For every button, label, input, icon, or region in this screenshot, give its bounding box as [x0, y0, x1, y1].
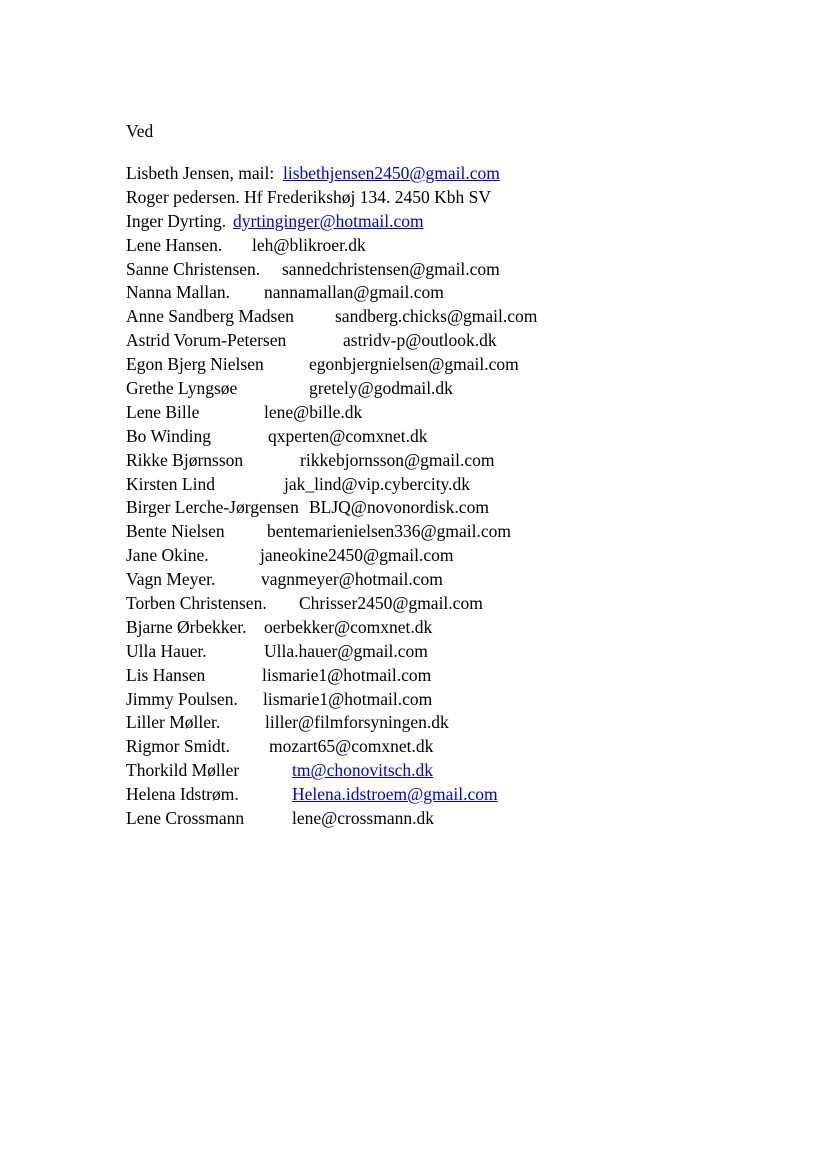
contact-name: Nanna Mallan. — [126, 282, 230, 303]
contact-email: qxperten@comxnet.dk — [268, 425, 428, 446]
contact-name: Kirsten Lind — [126, 473, 215, 494]
contact-line — [126, 210, 806, 234]
contact-email: lismarie1@hotmail.com — [263, 688, 433, 709]
contact-name: Lene Hansen. — [126, 234, 223, 255]
contact-email: vagnmeyer@hotmail.com — [261, 569, 443, 590]
contact-name: Bente Nielsen — [126, 521, 225, 542]
contact-email: liller@filmforsyningen.dk — [265, 712, 449, 733]
contact-line — [126, 425, 806, 449]
contact-line — [126, 735, 806, 759]
contact-email: lene@crossmann.dk — [292, 808, 434, 829]
contact-email: leh@blikroer.dk — [252, 234, 366, 255]
contact-line — [126, 520, 806, 544]
contact-email: Chrisser2450@gmail.com — [299, 593, 483, 614]
contact-name: Lene Bille — [126, 401, 200, 422]
contact-list — [126, 162, 806, 831]
contact-name: Helena Idstrøm. — [126, 784, 239, 805]
document-heading: Ved — [126, 121, 154, 141]
contact-name: Egon Bjerg Nielsen — [126, 354, 264, 375]
contact-line — [126, 353, 806, 377]
contact-email: nannamallan@gmail.com — [264, 282, 444, 303]
contact-line — [126, 496, 806, 520]
contact-name: Ulla Hauer. — [126, 640, 207, 661]
contact-email: janeokine2450@gmail.com — [260, 545, 454, 566]
contact-email: jak_lind@vip.cybercity.dk — [284, 473, 471, 494]
contact-name: Grethe Lyngsøe — [126, 378, 238, 399]
contact-email: lene@bille.dk — [264, 401, 363, 422]
contact-name: Anne Sandberg Madsen — [126, 306, 294, 327]
contact-email: BLJQ@novonordisk.com — [309, 497, 489, 518]
contact-line — [126, 688, 806, 712]
contact-name: Sanne Christensen. — [126, 258, 261, 279]
contact-email: sandberg.chicks@gmail.com — [335, 306, 538, 327]
contact-name: Rikke Bjørnsson — [126, 449, 244, 470]
contact-line — [126, 305, 806, 329]
contact-line — [126, 592, 806, 616]
contact-email: oerbekker@comxnet.dk — [264, 616, 433, 637]
contact-name: Inger Dyrting. — [126, 210, 227, 231]
contact-line — [126, 281, 806, 305]
contact-line — [126, 473, 806, 497]
contact-name: Jane Okine. — [126, 545, 209, 566]
contact-line — [126, 616, 806, 640]
contact-line — [126, 401, 806, 425]
contact-email: sannedchristensen@gmail.com — [282, 258, 500, 279]
contact-name: Liller Møller. — [126, 712, 221, 733]
contact-name: Jimmy Poulsen. — [126, 688, 238, 709]
contact-email: Ulla.hauer@gmail.com — [264, 640, 428, 661]
contact-line — [126, 329, 806, 353]
contact-line — [126, 711, 806, 735]
contact-line — [126, 377, 806, 401]
contact-name: Thorkild Møller — [126, 760, 240, 781]
contact-name: Lisbeth Jensen, mail: — [126, 163, 275, 183]
contact-line — [126, 186, 806, 210]
contact-line — [126, 783, 806, 807]
contact-line — [126, 640, 806, 664]
contact-email: mozart65@comxnet.dk — [269, 736, 434, 757]
contact-email: bentemarienielsen336@gmail.com — [267, 521, 512, 542]
contact-line — [126, 664, 806, 688]
contact-name: Birger Lerche-Jørgensen — [126, 497, 299, 518]
contact-name: Rigmor Smidt. — [126, 736, 231, 757]
contact-line — [126, 544, 806, 568]
contact-line — [126, 807, 806, 831]
contact-line — [126, 759, 806, 783]
contact-line — [126, 234, 806, 258]
contact-name: Lene Crossmann — [126, 808, 245, 829]
contact-email: rikkebjornsson@gmail.com — [300, 449, 495, 470]
contact-email-link[interactable]: dyrtinginger@hotmail.com — [233, 210, 424, 231]
contact-name: Torben Christensen. — [126, 593, 267, 614]
contact-name: Vagn Meyer. — [126, 569, 216, 590]
contact-email-link[interactable]: Helena.idstroem@gmail.com — [292, 784, 498, 805]
contact-name: Roger pedersen. Hf Frederikshøj 134. 2450 Kbh SV — [126, 186, 492, 207]
contact-line — [126, 449, 806, 473]
contact-name: Bjarne Ørbekker. — [126, 616, 247, 637]
contact-email: lismarie1@hotmail.com — [262, 664, 432, 685]
contact-line — [126, 568, 806, 592]
contact-email: astridv-p@outlook.dk — [343, 330, 497, 351]
contact-line — [126, 162, 806, 186]
contact-name: Astrid Vorum-Petersen — [126, 330, 287, 351]
contact-line — [126, 258, 806, 282]
contact-email-link[interactable]: lisbethjensen2450@gmail.com — [283, 163, 500, 183]
contact-name: Lis Hansen — [126, 664, 206, 685]
contact-name: Bo Winding — [126, 425, 212, 446]
contact-email: egonbjergnielsen@gmail.com — [309, 354, 519, 375]
contact-email-link[interactable]: tm@chonovitsch.dk — [292, 760, 434, 781]
contact-email: gretely@godmail.dk — [309, 378, 453, 399]
